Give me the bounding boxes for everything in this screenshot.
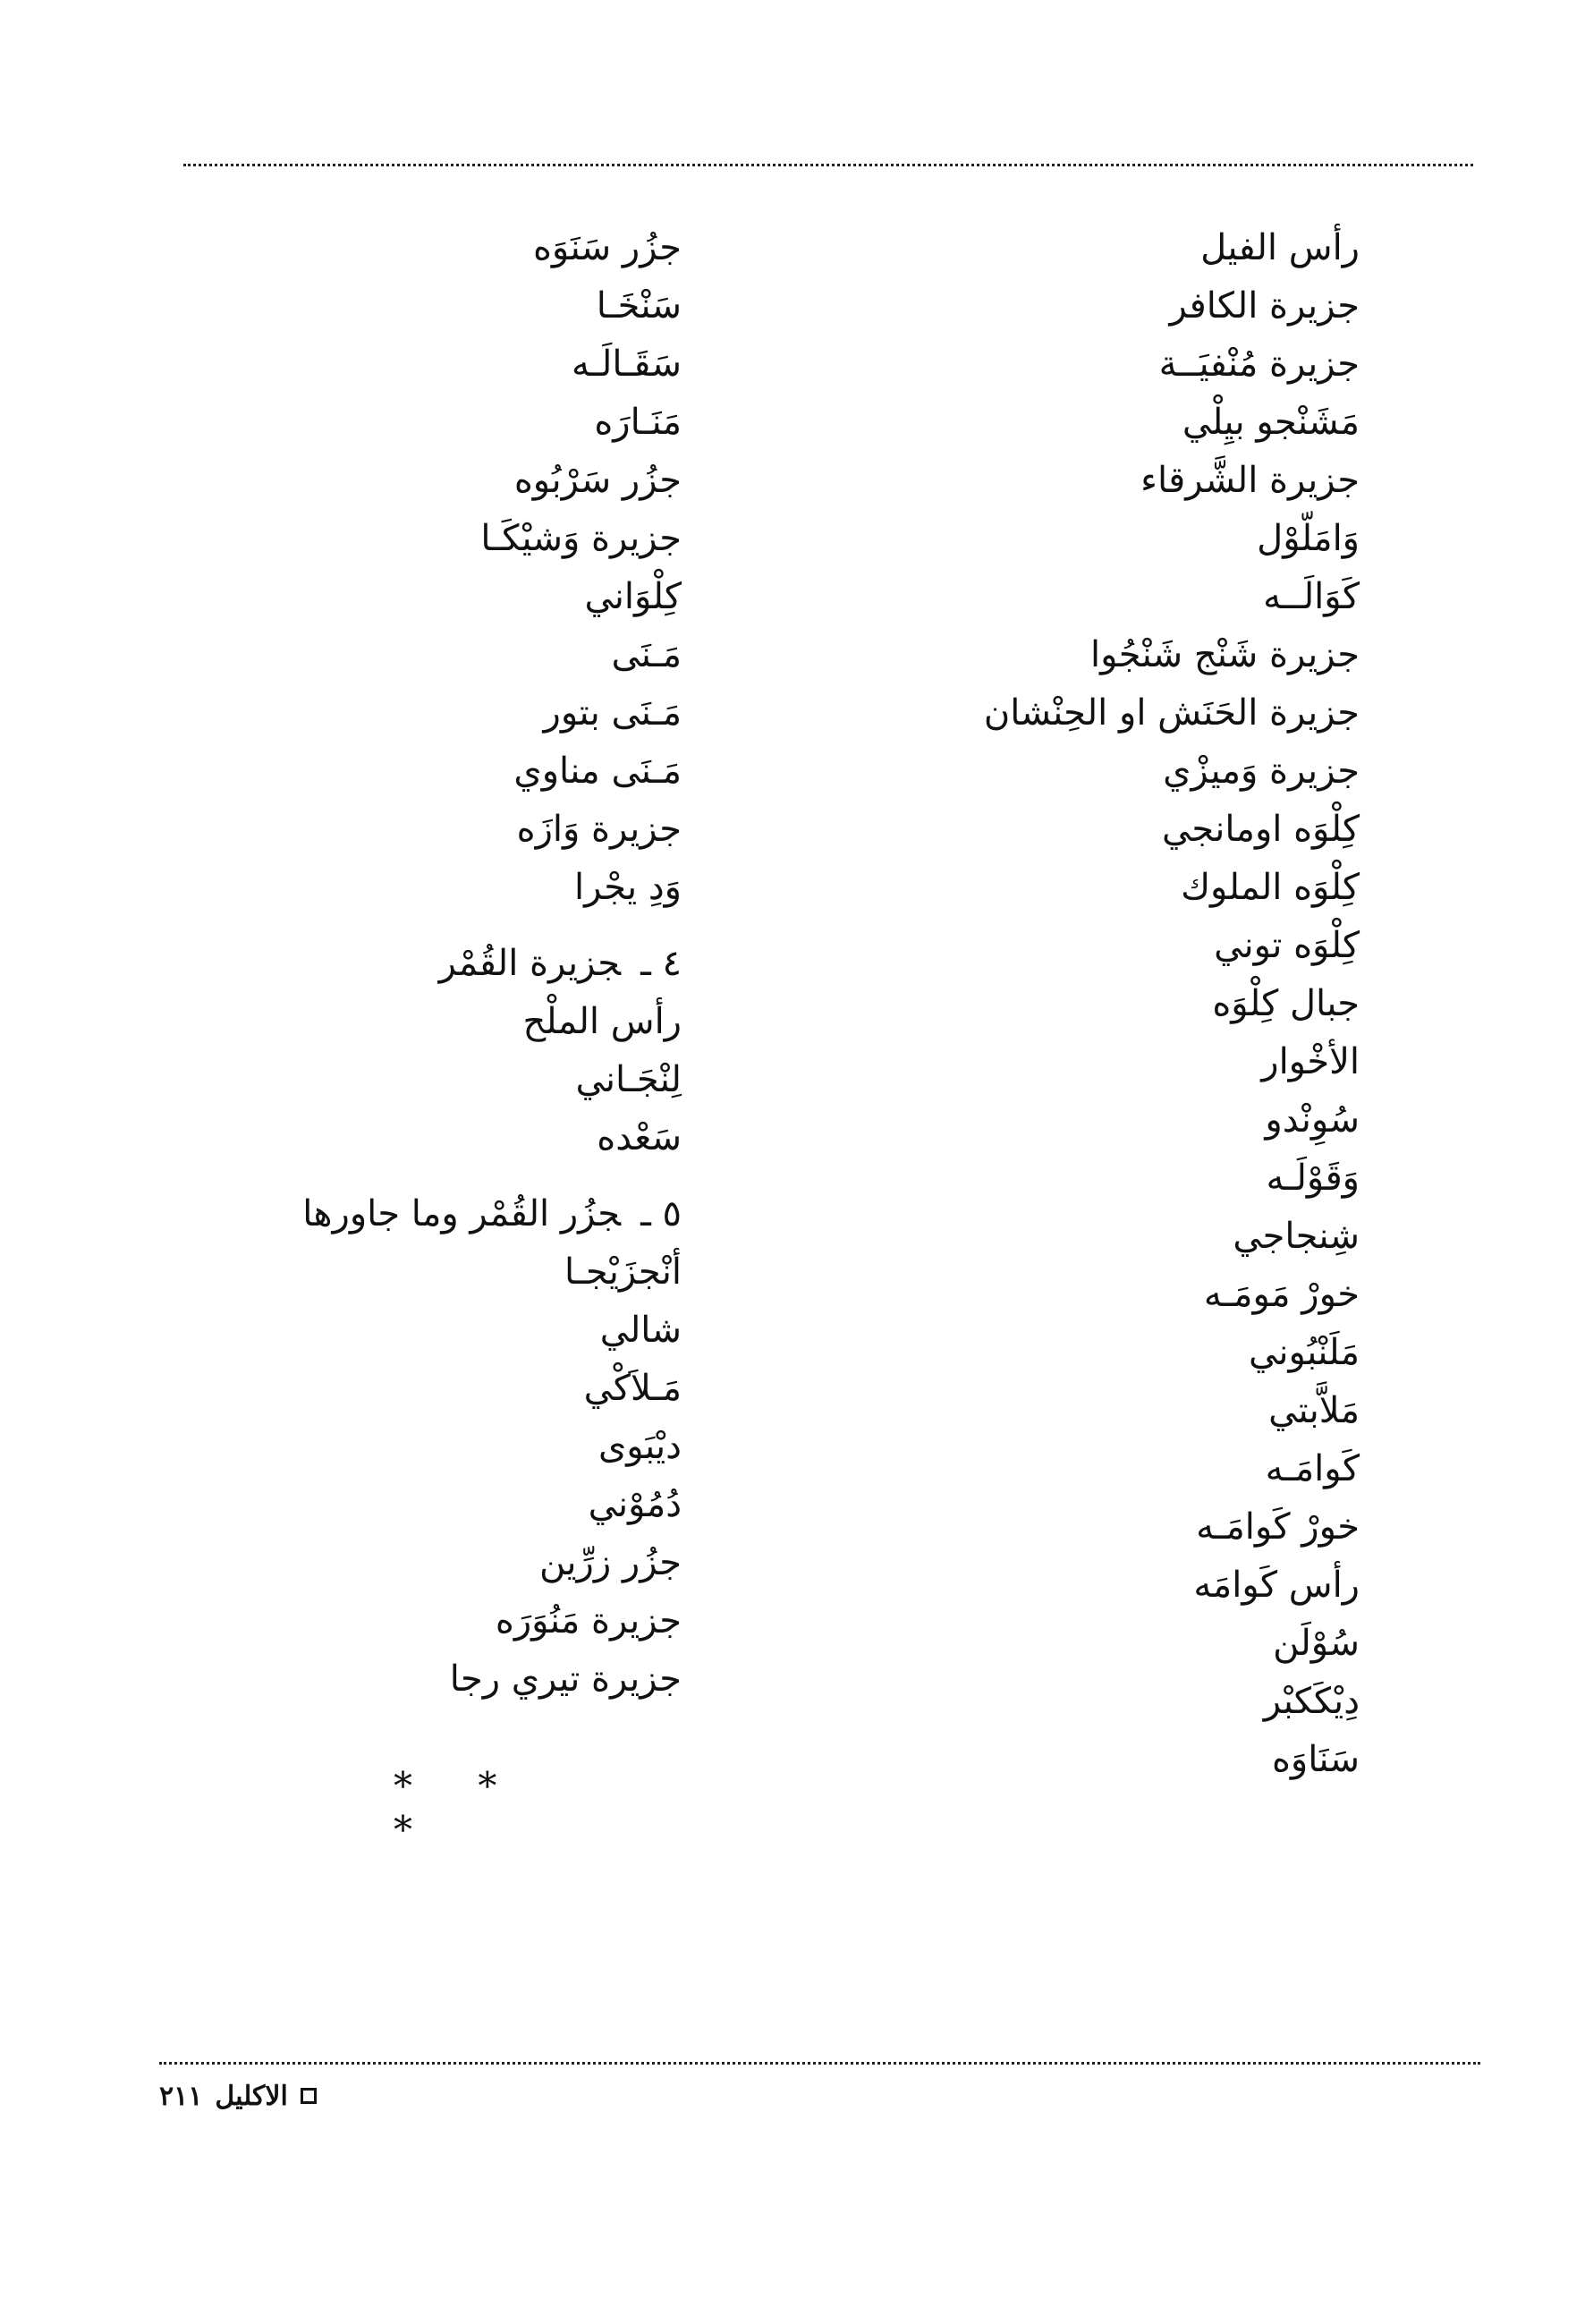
place-name-entry: جزيرة مُنْفيَــة: [1158, 344, 1360, 385]
place-name-entry: سُوْلَن: [1273, 1623, 1360, 1664]
place-name-entry: سَنْخَـا: [596, 285, 682, 327]
place-name-entry: جزيرة الكافر: [1169, 285, 1360, 327]
place-name-entry: جزيرة وَازَه: [516, 809, 682, 850]
page-footer: [159, 2074, 317, 2118]
place-name-entry: كِلْوَاني: [584, 576, 682, 617]
place-name-entry: جزيرة وَشيْكَـا: [480, 518, 682, 559]
place-name-entry: خورْ كَوامَـه: [1196, 1506, 1360, 1548]
place-name-entry: مَـنَى مناوي: [513, 751, 682, 792]
place-name-entry: شالي: [599, 1310, 682, 1351]
place-name-entry: وَدِ يجْرا: [574, 867, 682, 908]
place-name-entry: سَنَاوَه: [1271, 1739, 1360, 1780]
place-name-entry: مَـنَى بتور: [543, 692, 682, 734]
place-name-entry: وَامَلّوْل: [1257, 518, 1360, 559]
place-name-entry: لِنْجَـاني: [575, 1059, 682, 1100]
place-name-entry: جزُر سَرْبُوه: [513, 460, 682, 501]
place-name-entry: سَقَـالَـه: [571, 344, 682, 385]
place-names-left-column: [109, 219, 682, 1709]
place-name-entry: جزيرة الشَّرقاء: [1140, 460, 1360, 501]
place-name-entry: جزيرة مَنُوَرَه: [495, 1600, 682, 1641]
place-name-entry: جزيرة الحَنَش او الحِنْشان: [983, 692, 1360, 734]
square-icon: [301, 2088, 317, 2104]
place-name-entry: شِنجاجي: [1233, 1216, 1360, 1257]
place-name-entry: كِلْوَه توني: [1214, 925, 1360, 966]
place-name-entry: دِيْكَكبْر: [1263, 1681, 1360, 1722]
place-name-entry: مَلاَّبتي: [1268, 1390, 1360, 1431]
place-name-entry: مَشَنْجو بيِلْي: [1182, 402, 1360, 443]
place-name-entry: الأخْوار: [1261, 1041, 1360, 1082]
place-name-entry: مَـلاَكْي: [583, 1368, 682, 1409]
section-number: ٥ ـ: [640, 1193, 682, 1234]
place-name-entry: سَعْده: [597, 1117, 682, 1158]
place-name-entry: مَنَـارَه: [594, 402, 682, 443]
place-name-entry: دُمُوْني: [588, 1484, 682, 1525]
journal-name: الاكليل: [215, 2080, 288, 2112]
place-name-entry: جزيرة شَنْج شَنْجُوا: [1090, 634, 1360, 675]
top-dotted-rule: [183, 164, 1473, 166]
place-name-entry: جزُر زرِّين: [538, 1542, 682, 1583]
place-name-entry: أنْجزَيْجـا: [564, 1251, 682, 1293]
place-name-entry: سُوِنْدو: [1265, 1099, 1360, 1141]
place-name-entry: رأس الملْح: [522, 1001, 682, 1042]
place-name-entry: مَـنَى: [611, 634, 682, 675]
place-name-entry: جزيرة وَميزْي: [1163, 751, 1360, 792]
section-heading: [109, 1185, 682, 1243]
place-name-entry: ديْبَوى: [598, 1426, 682, 1467]
place-name-entry: رأس الفيل: [1200, 227, 1360, 268]
bottom-dotted-rule: [159, 2062, 1480, 2065]
section-title: جزُر القُمْر وما جاورها: [302, 1193, 622, 1234]
ornament-stars: * * *: [394, 1764, 524, 1852]
place-name-entry: كَوَالَــه: [1263, 576, 1360, 617]
section-title: جزيرة القُمْر: [438, 943, 622, 984]
place-name-entry: كِلْوَه اومانجي: [1162, 809, 1360, 850]
place-name-entry: كَوامَـه: [1265, 1448, 1360, 1489]
place-name-entry: رأس كَوامَه: [1193, 1565, 1360, 1606]
page-number: ٢١١: [159, 2080, 203, 2112]
place-name-entry: كِلْوَه الملوك: [1181, 867, 1360, 908]
place-name-entry: جزيرة تيري رجا: [449, 1658, 682, 1700]
section-heading: [109, 935, 682, 993]
section-number: ٤ ـ: [640, 943, 682, 984]
place-name-entry: وَقَوْلَـه: [1266, 1158, 1360, 1199]
place-names-right-column: [787, 219, 1360, 1789]
place-name-entry: خورْ مَومَـه: [1203, 1274, 1360, 1315]
place-name-entry: مَلَنْبُوني: [1249, 1332, 1360, 1373]
place-name-entry: جزُر سَنَوَه: [532, 227, 682, 268]
place-name-entry: جبال كِلْوَه: [1212, 983, 1360, 1024]
